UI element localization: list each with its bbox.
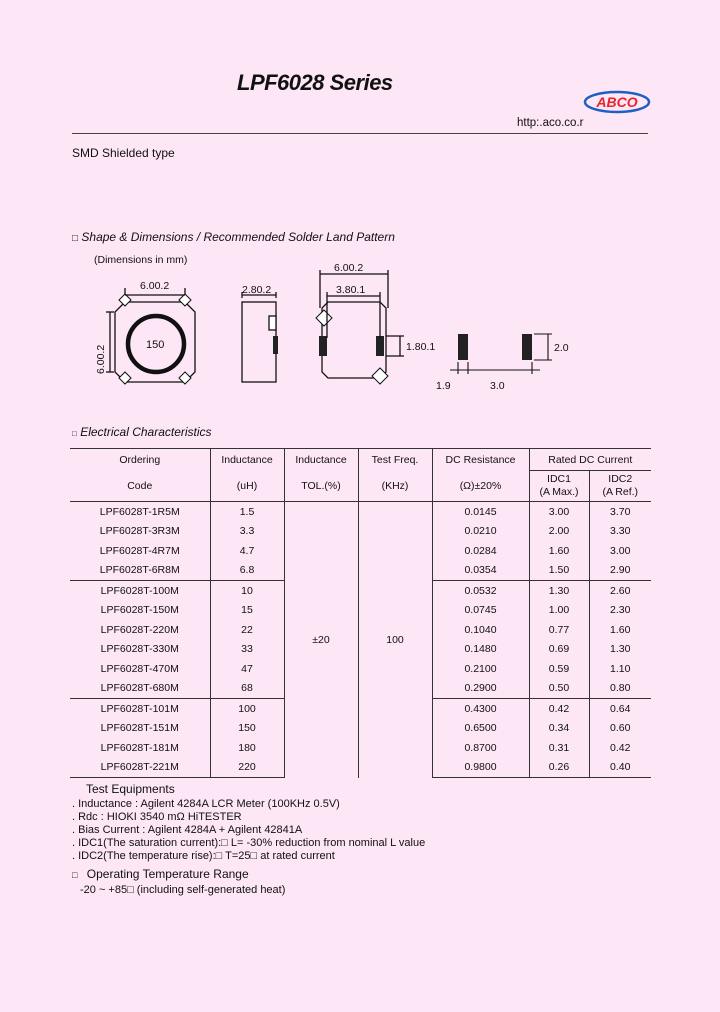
cell-inductance: 220 (210, 758, 284, 778)
header-tol-unit: TOL.(%) (284, 471, 358, 502)
cell-idc1: 0.26 (529, 758, 589, 778)
land-pattern (450, 334, 552, 374)
side-height-label: 6.00.2 (95, 344, 107, 374)
cell-tolerance: ±20 (284, 502, 358, 778)
header-freq-unit: (KHz) (358, 471, 432, 502)
test-line: . IDC2(The temperature rise):□ T=25□ at rated current (72, 850, 335, 862)
electrical-table (70, 448, 651, 778)
cell-dcr: 0.0745 (432, 601, 529, 621)
cell-idc2: 0.60 (589, 719, 651, 739)
cell-idc2: 2.30 (589, 601, 651, 621)
cell-idc1: 0.77 (529, 620, 589, 640)
test-line: . Inductance : Agilent 4284A LCR Meter (100KHz 0.5V) (72, 798, 340, 810)
cell-dcr: 0.4300 (432, 699, 529, 719)
cell-dcr: 0.0210 (432, 522, 529, 542)
idc1-unit: (A Max.) (539, 486, 579, 498)
land-gap-label: 3.0 (490, 380, 505, 392)
cell-inductance: 150 (210, 719, 284, 739)
cell-dcr: 0.6500 (432, 719, 529, 739)
cell-idc2: 3.70 (589, 502, 651, 522)
cell-idc1: 0.42 (529, 699, 589, 719)
cell-idc2: 1.30 (589, 640, 651, 660)
cell-inductance: 1.5 (210, 502, 284, 522)
cell-inductance: 100 (210, 699, 284, 719)
header-dcr: DC Resistance (432, 449, 529, 471)
top-view (106, 288, 195, 384)
dimension-unit-note: (Dimensions in mm) (94, 254, 188, 266)
table-header-row (70, 449, 651, 471)
shape-section-heading (72, 230, 395, 244)
header-dcr-unit: (Ω)±20% (432, 471, 529, 502)
operating-heading (72, 867, 249, 881)
cell-inductance: 47 (210, 659, 284, 679)
product-type: SMD Shielded type (72, 146, 175, 160)
idc2-label: IDC2 (608, 473, 633, 485)
table-row (70, 502, 651, 522)
electrical-section-heading (72, 425, 212, 439)
cell-dcr: 0.1480 (432, 640, 529, 660)
cell-idc1: 3.00 (529, 502, 589, 522)
cell-code: LPF6028T-6R8M (99, 564, 180, 577)
idc1-label: IDC1 (547, 473, 571, 485)
cell-inductance: 180 (210, 738, 284, 758)
cell-idc2: 0.80 (589, 679, 651, 699)
center-marking: 150 (146, 339, 165, 351)
cell-dcr: 0.0284 (432, 541, 529, 561)
cell-idc1: 0.59 (529, 659, 589, 679)
url-text: http:.aco.co.r (517, 117, 584, 129)
test-equipments-title: Test Equipments (86, 782, 175, 796)
cell-dcr: 0.2900 (432, 679, 529, 699)
cell-idc1: 1.60 (529, 541, 589, 561)
cell-inductance: 33 (210, 640, 284, 660)
cell-dcr: 0.2100 (432, 659, 529, 679)
cell-dcr: 0.0145 (432, 502, 529, 522)
idc2-unit: (A Ref.) (602, 486, 639, 498)
cell-idc2: 0.64 (589, 699, 651, 719)
cell-inductance: 22 (210, 620, 284, 640)
electrical-section-title: Electrical Characteristics (80, 425, 212, 439)
header-idc2 (589, 471, 651, 502)
cell-code: LPF6028T-150M (100, 604, 179, 617)
header-freq: Test Freq. (358, 449, 432, 471)
cell-idc2: 1.10 (589, 659, 651, 679)
test-line: . Bias Current : Agilent 4284A + Agilent 42841A (72, 824, 303, 836)
cell-inductance: 3.3 (210, 522, 284, 542)
operating-text: -20 ~ +85□ (including self-generated heat) (80, 884, 286, 896)
cell-dcr: 0.9800 (432, 758, 529, 778)
cell-code: LPF6028T-100M (70, 581, 210, 601)
header-rated-current: Rated DC Current (529, 449, 651, 471)
cell-idc1: 1.30 (529, 581, 589, 601)
cell-idc1: 0.34 (529, 719, 589, 739)
page-title: LPF6028 Series (237, 70, 393, 95)
header-code: Code (70, 471, 210, 502)
cell-code: LPF6028T-470M (100, 662, 179, 675)
cell-dcr: 0.1040 (432, 620, 529, 640)
section-bullet: □ (72, 870, 78, 880)
header-idc1 (529, 471, 589, 502)
header-ordering: Ordering (119, 453, 161, 466)
cell-inductance: 15 (210, 601, 284, 621)
cell-idc1: 1.00 (529, 601, 589, 621)
test-line: . IDC1(The saturation current):□ L= -30% reduction from nominal L value (72, 837, 426, 849)
test-line: . Rdc : HIOKI 3540 mΩ HiTESTER (72, 811, 242, 823)
cell-idc2: 2.90 (589, 561, 651, 581)
cell-dcr: 0.0532 (432, 581, 529, 601)
land-height-label: 2.0 (554, 342, 569, 354)
cell-code: LPF6028T-680M (100, 682, 179, 695)
logo-text: ABCO (596, 94, 638, 110)
header-tol: Inductance (284, 449, 358, 471)
cell-dcr: 0.8700 (432, 738, 529, 758)
cell-idc2: 3.30 (589, 522, 651, 542)
cell-idc2: 0.42 (589, 738, 651, 758)
cell-inductance: 68 (210, 679, 284, 699)
side-width-label: 2.80.2 (242, 284, 272, 296)
section-bullet: □ (72, 233, 79, 244)
side-view (242, 292, 278, 382)
abco-logo (582, 88, 652, 116)
bottom-height-label: 1.80.1 (406, 341, 436, 353)
shape-section-title: Shape & Dimensions / Recommended Solder Land Pattern (81, 230, 395, 244)
cell-code: LPF6028T-151M (100, 722, 179, 735)
cell-idc2: 2.60 (589, 581, 651, 601)
cell-idc1: 1.50 (529, 561, 589, 581)
cell-test-freq: 100 (358, 502, 432, 778)
cell-idc2: 0.40 (589, 758, 651, 778)
cell-code: LPF6028T-101M (70, 699, 210, 719)
top-width-label: 6.00.2 (140, 280, 170, 292)
operating-title: Operating Temperature Range (86, 867, 249, 881)
cell-code: LPF6028T-3R3M (99, 525, 180, 538)
cell-idc1: 0.69 (529, 640, 589, 660)
cell-idc2: 3.00 (589, 541, 651, 561)
cell-idc2: 1.60 (589, 620, 651, 640)
cell-inductance: 6.8 (210, 561, 284, 581)
cell-code: LPF6028T-221M (70, 758, 210, 778)
cell-code: LPF6028T-4R7M (99, 544, 180, 557)
cell-idc1: 2.00 (529, 522, 589, 542)
cell-code: LPF6028T-220M (100, 623, 179, 636)
cell-idc1: 0.50 (529, 679, 589, 699)
dimension-drawing (80, 258, 580, 398)
header-inductance-unit: (uH) (210, 471, 284, 502)
section-bullet: □ (72, 429, 77, 438)
cell-inductance: 10 (210, 581, 284, 601)
cell-idc1: 0.31 (529, 738, 589, 758)
cell-code: LPF6028T-330M (100, 643, 179, 656)
table-subheader-row (70, 471, 651, 502)
cell-code: LPF6028T-1R5M (99, 505, 180, 518)
bottom-inner-label: 3.80.1 (336, 284, 366, 296)
cell-inductance: 4.7 (210, 541, 284, 561)
cell-code: LPF6028T-181M (100, 741, 179, 754)
header-divider (72, 133, 648, 134)
land-pad-label: 1.9 (436, 380, 451, 392)
cell-dcr: 0.0354 (432, 561, 529, 581)
bottom-overall-label: 6.00.2 (334, 262, 364, 274)
header-inductance: Inductance (210, 449, 284, 471)
